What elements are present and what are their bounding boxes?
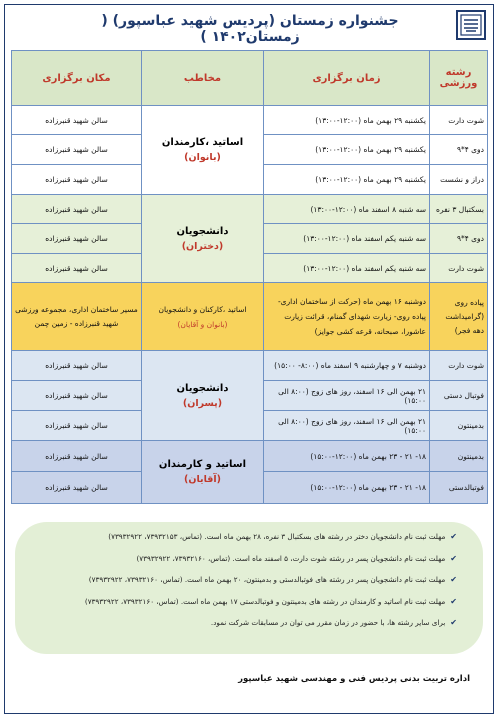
sport-cell: دوی ۴*۹ (430, 135, 488, 165)
place-cell: سالن شهید قنبرزاده (12, 472, 142, 504)
time-cell: سه شنبه یکم اسفند ماه (۱۲:۰۰-۱۳:۰۰) (264, 224, 430, 254)
sport-cell: فوتبال دستی (430, 381, 488, 411)
audience-sub: (بانوان) (184, 152, 221, 163)
time-cell: سه شنبه ۸ اسفند ماه (۱۲:۰۰-۱۳:۰۰) (264, 195, 430, 224)
place-cell: مسیر ساختمان اداری، مجموعه ورزشی شهید قنبرزاده - زمین چمن (12, 283, 142, 351)
header-place: مکان برگزاری (12, 51, 142, 106)
table-row (12, 106, 488, 135)
time-cell: ۱۸- ۲۱ - ۲۳ بهمن ماه (۱۲:۰۰-۱۵:۰۰) (264, 441, 430, 472)
footer-signature: اداره تربیت بدنی پردیس فنی و مهندسی شهید عباسپور (238, 674, 470, 684)
sport-cell: شوت دارت (430, 106, 488, 135)
note-item (29, 618, 457, 640)
audience-sub: (پسران) (182, 397, 223, 409)
audience-cell (142, 441, 264, 504)
note-item (29, 532, 457, 554)
header-sport: رشته ورزشی (430, 51, 488, 106)
audience-main: اساتید ،کارمندان (161, 137, 244, 148)
place-cell: سالن شهید قنبرزاده (12, 381, 142, 411)
audience-main: دانشجویان (176, 382, 229, 394)
sport-cell: شوت دارت (430, 351, 488, 381)
audience-main: اساتید و کارمندان (158, 459, 247, 470)
sport-cell: بدمینتون (430, 411, 488, 441)
table-row (12, 283, 488, 351)
table-row (12, 351, 488, 381)
page-title: جشنواره زمستان (پردیس شهید عباسپور) ( زمستان۱۴۰۲ ) (101, 13, 399, 45)
place-cell: سالن شهید قنبرزاده (12, 411, 142, 441)
audience-cell (142, 195, 264, 283)
note-item (29, 575, 457, 597)
place-cell: سالن شهید قنبرزاده (12, 351, 142, 381)
note-item (29, 597, 457, 619)
schedule-table (11, 50, 488, 504)
sport-cell: پیاده روی (گرامیداشت دهه فجر) (430, 283, 488, 351)
sport-cell: بسکتبال ۳ نفره (430, 195, 488, 224)
time-cell: سه شنبه یکم اسفند ماه (۱۲:۰۰-۱۳:۰۰) (264, 254, 430, 283)
registration-notes (15, 522, 483, 654)
place-cell: سالن شهید قنبرزاده (12, 165, 142, 195)
table-header-row (12, 51, 488, 106)
check-icon: ✔ (450, 532, 457, 541)
sport-cell: دراز و نشست (430, 165, 488, 195)
place-cell: سالن شهید قنبرزاده (12, 135, 142, 165)
table-row (12, 441, 488, 472)
time-cell: دوشنبه ۱۶ بهمن ماه (حرکت از ساختمان اداری- پیاده روی- زیارت شهدای گمنام، قرائت زیارت عاشورا، صبحانه، قرعه کشی جوایز) (264, 283, 430, 351)
place-cell: سالن شهید قنبرزاده (12, 106, 142, 135)
check-icon: ✔ (450, 553, 457, 563)
sport-cell: دوی ۴*۹ (430, 224, 488, 254)
note-text: مهلت ثبت نام دانشجویان پسر در رشته های فوتبالدستی و بدمینتون، ۲۰ بهمن ماه است. (تماس، ۷۳۹۳۲۱۶۰، ۷۳۹۳۲۹۲۲) (88, 575, 446, 584)
note-text: مهلت ثبت نام اساتید و کارمندان در رشته های بدمینتون و فوتبالدستی ۱۷ بهمن ماه است. (تماس، ۷۳۹۳۲۱۶۰، ۷۳۹۳۲۹۲۲) (84, 596, 446, 606)
place-cell: سالن شهید قنبرزاده (12, 224, 142, 254)
time-cell: یکشنبه ۲۹ بهمن ماه (۱۲:۰۰-۱۳:۰۰) (264, 165, 430, 195)
note-text: مهلت ثبت نام دانشجویان دختر در رشته های بسکتبال ۳ نفره، ۲۸ بهمن ماه است. (تماس، ۷۳۹۳۲۱۵۳، ۷۳۹۳۲۹۲۲) (108, 532, 446, 541)
table-row (12, 195, 488, 224)
university-seal-icon (456, 10, 486, 40)
time-cell: دوشنبه ۷ و چهارشنبه ۹ اسفند ماه (۸:۰۰- ۱۵:۰۰) (264, 351, 430, 381)
note-text: مهلت ثبت نام دانشجویان پسر در رشته شوت دارت، ۵ اسفند ماه است. (تماس، ۷۳۹۳۲۱۶۰، ۷۳۹۳۲۹۲۲) (136, 553, 446, 563)
audience-main: دانشجویان (176, 225, 229, 237)
header-audience: مخاطب (142, 51, 264, 106)
audience-sub: (دختران) (181, 240, 224, 252)
audience-cell (142, 106, 264, 195)
place-cell: سالن شهید قنبرزاده (12, 254, 142, 283)
audience-sub: (بانوان و آقایان) (177, 320, 228, 329)
time-cell: ۱۸- ۲۱ - ۲۳ بهمن ماه (۱۲:۰۰-۱۵:۰۰) (264, 472, 430, 504)
audience-cell (142, 351, 264, 441)
check-icon: ✔ (450, 618, 457, 627)
sport-cell: شوت دارت (430, 254, 488, 283)
time-cell: ۲۱ بهمن الی ۱۶ اسفند، روز های زوج (۸:۰۰ الی ۱۵:۰۰) (264, 381, 430, 411)
sport-cell: بدمینتون (430, 441, 488, 472)
time-cell: یکشنبه ۲۹ بهمن ماه (۱۲:۰۰-۱۳:۰۰) (264, 106, 430, 135)
audience-main: اساتید ،کارکنان و دانشجویان (158, 305, 247, 314)
header-time: زمان برگزاری (264, 51, 430, 106)
place-cell: سالن شهید قنبرزاده (12, 441, 142, 472)
note-text: برای سایر رشته ها، با حضور در زمان مقرر می توان در مسابقات شرکت نمود. (210, 618, 446, 627)
check-icon: ✔ (450, 575, 457, 584)
sport-cell: فوتبالدستی (430, 472, 488, 504)
audience-cell (142, 283, 264, 351)
audience-sub: (آقایان) (184, 474, 221, 485)
place-cell: سالن شهید قنبرزاده (12, 195, 142, 224)
time-cell: ۲۱ بهمن الی ۱۶ اسفند، روز های زوج (۸:۰۰ الی ۱۵:۰۰) (264, 411, 430, 441)
time-cell: یکشنبه ۲۹ بهمن ماه (۱۲:۰۰-۱۳:۰۰) (264, 135, 430, 165)
note-item (29, 554, 457, 576)
check-icon: ✔ (450, 596, 457, 606)
